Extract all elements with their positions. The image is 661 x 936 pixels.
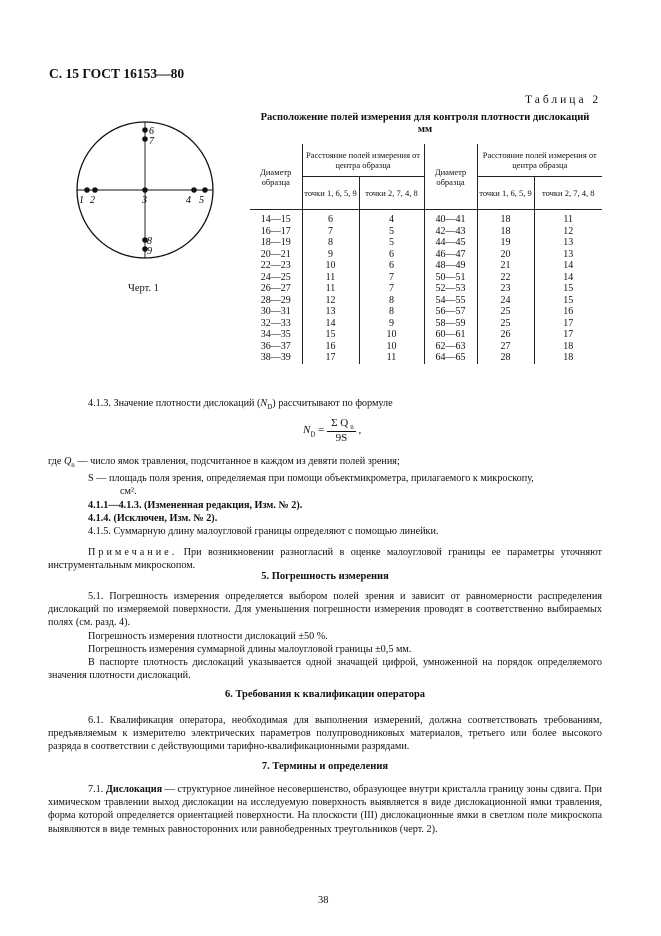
paragraph-4-1-3 [48, 397, 602, 414]
col-header-points-a1: точки 1, 6, 5, 9 [302, 177, 359, 210]
p413-subscript: D [267, 403, 273, 412]
table-cell: 6 [359, 260, 424, 272]
col-header-diameter-2: Диаметр образца [424, 144, 477, 210]
section-4-1-3 [48, 397, 602, 414]
table-cell: 15 [534, 295, 602, 307]
table-cell: 8 [359, 295, 424, 307]
table-row [250, 283, 602, 295]
paragraph-4-1-4 [48, 512, 602, 525]
table-cell: 6 [359, 249, 424, 261]
table-cell: 21 [477, 260, 534, 272]
measurement-point-dot [142, 136, 148, 142]
col-header-points-b2: точки 2, 7, 4, 8 [534, 177, 602, 210]
measurement-point-label: 5 [199, 195, 204, 206]
table-cell: 23 [477, 283, 534, 295]
table-cell: 20—21 [260, 248, 291, 260]
table-cell: 24 [477, 295, 534, 307]
table-cell: 14 [534, 260, 602, 272]
p71-term: Дислокация [105, 784, 163, 795]
table-cell: 11 [302, 283, 359, 295]
measurement-point-label: 3 [142, 195, 147, 206]
measurement-point-label: 7 [149, 136, 154, 147]
table-cell: 11 [359, 352, 424, 364]
table-cell: 18 [477, 210, 534, 226]
table-cell: 7 [359, 272, 424, 284]
table-row [250, 226, 602, 238]
table-cell: 16—17 [260, 225, 291, 237]
section-7-heading: 7. Термины и определения [261, 761, 389, 772]
table-cell: 36—37 [260, 340, 291, 352]
table-cell: 28—29 [260, 294, 291, 306]
paragraph-4-1-5: 4.1.5. Суммарную длину малоугловой границы определяют с помощью линейки. [88, 526, 439, 538]
table-cell: 26 [477, 329, 534, 341]
formula-fraction [327, 417, 356, 444]
note-label: Примечание. [88, 547, 178, 559]
table-cell: 11 [302, 272, 359, 284]
table-cell: 25 [477, 306, 534, 318]
where-line-1 [48, 455, 602, 472]
table-row [250, 352, 602, 364]
table-cell: 17 [302, 352, 359, 364]
table-cell: 8 [359, 306, 424, 318]
measurement-point-label: 9 [147, 246, 152, 257]
section-where [48, 455, 602, 573]
where-line-3: см². [120, 486, 137, 498]
table-cell: 27 [477, 341, 534, 353]
table-cell: 15 [534, 283, 602, 295]
table-cell: 14 [302, 318, 359, 330]
table-cell: 8 [302, 237, 359, 249]
table-row [250, 272, 602, 284]
table-cell: 19 [477, 237, 534, 249]
paragraph-6-1: 6.1. Квалификация оператора, необходимая для выполнения измерений, должна соответствовать требованиям, предъявляемым к измерителю электрических параметров полупроводниковых материалов, третьего или более высокого разряда в соответствии с действующими тарифно-квалификационными разрядами. [48, 715, 602, 753]
table-cell: 34—35 [260, 329, 291, 340]
table-cell: 10 [359, 329, 424, 341]
measurement-point-label: 2 [90, 195, 95, 206]
p71-text: — структурное линейное несовершенство, образующее внутри кристалла границу зоны сдвига. При химическом травлении выход дислокации на исследуемую поверхность выявляется в виде дислокационной ямки травления, форма которой определяется ориентацией поверхности. На плоскости (III) дислокационные ямки в светлом поле микроскопа выявляются в виде темных равносторонних или равнобедренных треугольников (черт. 2). [48, 784, 602, 835]
table-cell: 26—27 [260, 283, 291, 294]
page-header: С. 15 ГОСТ 16153—80 [49, 66, 185, 81]
note-text: При возникновении разногласий в оценке малоугловой границы ее параметры уточняют инструментальным микроскопом. [48, 547, 602, 572]
table-cell: 25 [477, 318, 534, 330]
measurement-table [250, 144, 602, 364]
table-number: Таблица 2 [525, 94, 602, 106]
measurement-point-label: 1 [79, 195, 84, 206]
table-cell: 40—41 [424, 210, 477, 226]
col-header-diameter-1: Диаметр образца [250, 144, 302, 210]
where-1b: — число ямок травления, подсчитанное в каждом из девяти полей зрения; [74, 456, 400, 467]
table-title-text: Расположение полей измерения для контроля плотности дислокаций [260, 112, 590, 123]
table-cell: 6 [302, 210, 359, 226]
table-cell: 32—33 [260, 317, 291, 329]
formula-denominator: 9S [335, 432, 348, 445]
formula-lhs: N [303, 424, 311, 437]
section-6-body [48, 714, 602, 754]
table-cell: 14—15 [260, 214, 291, 225]
paragraph-7-1 [48, 783, 602, 836]
table-cell: 46—47 [424, 249, 477, 261]
where-line-2: S — площадь поля зрения, определяемая при помощи объектмикрометра, прилагаемого к микроскопу, [88, 473, 534, 485]
table-cell: 13 [302, 306, 359, 318]
table-cell: 50—51 [424, 272, 477, 284]
table-cell: 22 [477, 272, 534, 284]
table-cell: 17 [534, 329, 602, 341]
table-cell: 16 [302, 341, 359, 353]
table-cell: 58—59 [424, 318, 477, 330]
table-cell: 5 [359, 237, 424, 249]
section-7-body [48, 783, 602, 836]
table-title [255, 112, 595, 136]
p414-text: 4.1.4. (Исключен, Изм. № 2). [88, 512, 218, 524]
paragraph-5-1: 5.1. Погрешность измерения определяется выбором полей зрения и зависит от равномерности распределения дислокаций по измеряемой поверхности. Для уменьшения погрешности измерения проводят в соответственно выбираемых полях (см. разд. 4). [48, 591, 602, 629]
table-cell: 18 [534, 352, 602, 364]
table-cell: 5 [359, 226, 424, 238]
note-paragraph [48, 546, 602, 572]
measurement-point-label: 8 [147, 236, 152, 247]
table-row [250, 341, 602, 353]
section-5-heading: 5. Погрешность измерения [261, 571, 389, 582]
table-cell: 22—23 [260, 260, 291, 271]
table-cell: 44—45 [424, 237, 477, 249]
table-cell: 54—55 [424, 295, 477, 307]
paragraph-4-1-1 [48, 499, 602, 512]
figure-caption: Черт. 1 [128, 283, 159, 294]
where-1-symbol: Q [63, 456, 72, 467]
table-cell: 64—65 [424, 352, 477, 364]
formula-lhs-sub: D [310, 430, 316, 439]
p413-symbol: N [260, 398, 268, 409]
table-cell: 9 [359, 318, 424, 330]
table-cell: 12 [302, 295, 359, 307]
formula-numerator [327, 417, 356, 432]
paragraph-5-1-b: Погрешность измерения плотности дислокаций ±50 %. [88, 630, 328, 642]
table-row [250, 318, 602, 330]
table-row [250, 249, 602, 261]
page-number: 38 [318, 895, 329, 906]
table-cell: 13 [534, 237, 602, 249]
measurement-point-dot [142, 127, 148, 133]
table-cell: 52—53 [424, 283, 477, 295]
table-cell: 15 [302, 329, 359, 341]
table-cell: 38—39 [260, 352, 291, 363]
measurement-point-dot [142, 187, 148, 193]
table-row [250, 237, 602, 249]
table-cell: 13 [534, 249, 602, 261]
measurement-point-label: 6 [149, 126, 154, 137]
col-header-distance-2: Расстояние полей измерения от центра образца [477, 144, 602, 177]
where-1a: где [48, 456, 64, 467]
measurement-point-dot [202, 187, 208, 193]
formula-tail: , [355, 424, 362, 437]
table-row [250, 329, 602, 341]
p413-b: ) рассчитывают по формуле [272, 398, 393, 409]
paragraph-5-1-d: В паспорте плотность дислокаций указывается одной значащей цифрой, умноженной на порядок определяемого значения плотности дислокаций. [48, 657, 602, 682]
col-header-distance-1: Расстояние полей измерения от центра образца [302, 144, 424, 177]
where-1-sub: n [71, 461, 75, 470]
table-cell: 16 [534, 306, 602, 318]
table-cell: 9 [302, 249, 359, 261]
table-cell: 48—49 [424, 260, 477, 272]
table-cell: 62—63 [424, 341, 477, 353]
p413-a: 4.1.3. Значение плотности дислокаций ( [88, 398, 261, 409]
table-row [250, 260, 602, 272]
table-cell: 20 [477, 249, 534, 261]
table-cell: 42—43 [424, 226, 477, 238]
figure-circle-diagram [73, 118, 223, 268]
measurement-point-dot [84, 187, 90, 193]
table-cell: 10 [359, 341, 424, 353]
table-cell: 10 [302, 260, 359, 272]
col-header-points-b1: точки 2, 7, 4, 8 [359, 177, 424, 210]
formula-num-sub: n [350, 423, 354, 432]
table-cell: 18—19 [260, 237, 291, 248]
formula [303, 417, 361, 444]
col-header-points-a2: точки 1, 6, 5, 9 [477, 177, 534, 210]
table-cell: 18 [477, 226, 534, 238]
paragraph-5-1-c: Погрешность измерения суммарной длины малоугловой границы ±0,5 мм. [88, 643, 412, 655]
formula-num-text: Σ Q [331, 417, 349, 429]
table-cell: 18 [534, 341, 602, 353]
formula-eq: = [315, 424, 328, 437]
table-cell: 11 [534, 210, 602, 226]
p411-text: 4.1.1—4.1.3. (Измененная редакция, Изм. № 2). [88, 499, 303, 511]
table-row [250, 210, 602, 226]
table-row [250, 306, 602, 318]
measurement-points [79, 126, 208, 257]
measurement-point-dot [191, 187, 197, 193]
table-cell: 14 [534, 272, 602, 284]
measurement-point-dot [92, 187, 98, 193]
table-cell: 24—25 [260, 271, 291, 283]
table-row [250, 295, 602, 307]
p71-num: 7.1. [88, 784, 106, 795]
table-cell: 4 [359, 210, 424, 226]
table-cell: 28 [477, 352, 534, 364]
table-cell: 7 [359, 283, 424, 295]
table-cell: 17 [534, 318, 602, 330]
section-6-heading: 6. Требования к квалификации оператора [224, 689, 426, 700]
table-unit: мм [417, 124, 433, 135]
table-body [250, 210, 602, 364]
table-cell: 30—31 [260, 306, 291, 317]
measurement-point-label: 4 [186, 195, 191, 206]
section-5-body [48, 590, 602, 682]
table-cell: 60—61 [424, 329, 477, 341]
table-cell: 12 [534, 226, 602, 238]
table-cell: 7 [302, 226, 359, 238]
table-cell: 56—57 [424, 306, 477, 318]
